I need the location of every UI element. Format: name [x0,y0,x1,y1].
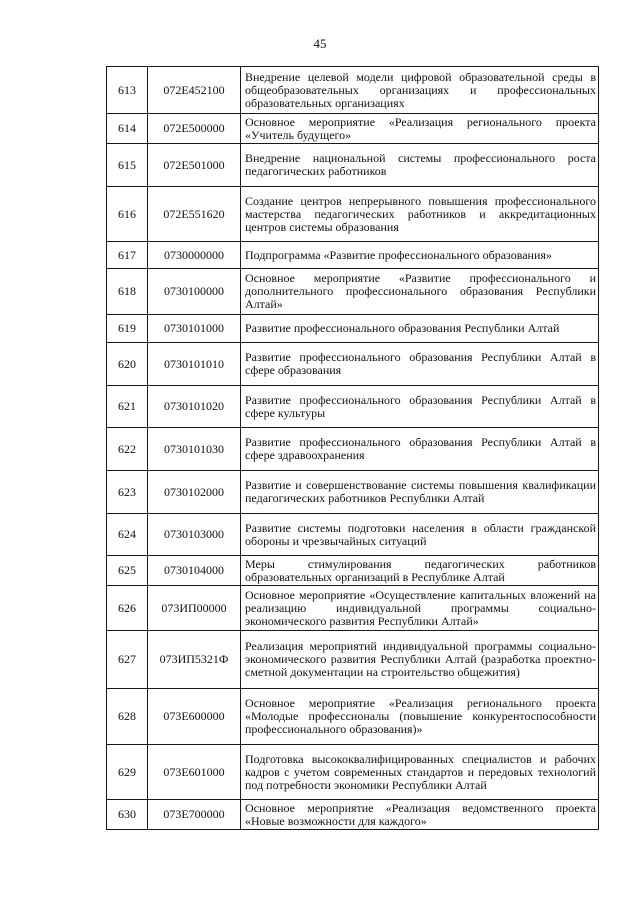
table-row [107,144,599,187]
table-row [107,187,599,242]
row-name: Развитие профессионального образования Республики Алтай в сфере здравоохранения [241,428,599,471]
row-name: Подпрограмма «Развитие профессионального образования» [241,242,599,269]
table-row [107,428,599,471]
row-code: 073ИП5321Ф [148,631,241,689]
row-name: Развитие профессионального образования Республики Алтай в сфере культуры [241,386,599,428]
row-code: 073E601000 [148,745,241,800]
row-number: 617 [107,242,148,269]
table-row [107,343,599,386]
row-name: Меры стимулирования педагогических работников образовательных организаций в Республике Алтай [241,556,599,586]
row-number: 626 [107,586,148,631]
row-number: 630 [107,800,148,830]
row-name: Основное мероприятие «Реализация регионального проекта «Учитель будущего» [241,114,599,144]
row-code: 0730000000 [148,242,241,269]
table-row [107,800,599,830]
row-code: 073E700000 [148,800,241,830]
row-name: Развитие системы подготовки населения в области гражданской обороны и чрезвычайных ситуаций [241,514,599,556]
row-code: 0730101000 [148,315,241,343]
table-row [107,514,599,556]
table-row [107,586,599,631]
row-name: Развитие и совершенствование системы повышения квалификации педагогических работников Республики Алтай [241,471,599,514]
row-number: 613 [107,67,148,114]
row-code: 0730102000 [148,471,241,514]
row-number: 629 [107,745,148,800]
table-row [107,67,599,114]
row-code: 0730100000 [148,269,241,315]
row-code: 073E600000 [148,689,241,745]
row-name: Создание центров непрерывного повышения профессионального мастерства педагогических работников и аккредитационных центров системы образования [241,187,599,242]
row-code: 072E452100 [148,67,241,114]
row-code: 0730103000 [148,514,241,556]
row-number: 624 [107,514,148,556]
row-name: Основное мероприятие «Реализация ведомственного проекта «Новые возможности для каждого» [241,800,599,830]
row-number: 619 [107,315,148,343]
row-code: 0730101020 [148,386,241,428]
row-name: Внедрение национальной системы профессионального роста педагогических работников [241,144,599,187]
row-number: 628 [107,689,148,745]
row-code: 0730101030 [148,428,241,471]
table-row [107,689,599,745]
table-row [107,386,599,428]
row-name: Основное мероприятие «Осуществление капитальных вложений на реализацию индивидуальной программы социально-экономического развития Республики Алтай» [241,586,599,631]
row-name: Основное мероприятие «Развитие профессионального и дополнительного профессионального образования Республики Алтай» [241,269,599,315]
row-code: 0730104000 [148,556,241,586]
row-number: 620 [107,343,148,386]
table-row [107,631,599,689]
row-code: 072E500000 [148,114,241,144]
table-row [107,242,599,269]
table-row [107,315,599,343]
row-number: 618 [107,269,148,315]
row-code: 072E501000 [148,144,241,187]
row-name: Развитие профессионального образования Республики Алтай [241,315,599,343]
table-row [107,114,599,144]
table-row [107,471,599,514]
row-number: 623 [107,471,148,514]
page-number: 45 [313,36,327,51]
row-number: 616 [107,187,148,242]
row-number: 622 [107,428,148,471]
row-number: 621 [107,386,148,428]
row-code: 0730101010 [148,343,241,386]
table-row [107,745,599,800]
table-row [107,269,599,315]
row-name: Внедрение целевой модели цифровой образовательной среды в общеобразовательных организациях и профессиональных образовательных организациях [241,67,599,114]
row-name: Развитие профессионального образования Республики Алтай в сфере образования [241,343,599,386]
row-number: 614 [107,114,148,144]
budget-code-table [106,66,599,830]
row-number: 615 [107,144,148,187]
row-number: 627 [107,631,148,689]
row-number: 625 [107,556,148,586]
table-row [107,556,599,586]
row-name: Основное мероприятие «Реализация регионального проекта «Молодые профессионалы (повышение конкурентоспособности профессионального образования)» [241,689,599,745]
row-code: 073ИП00000 [148,586,241,631]
row-name: Реализация мероприятий индивидуальной программы социально-экономического развития Республики Алтай (разработка проектно-сметной документации на строительство общежития) [241,631,599,689]
row-code: 072E551620 [148,187,241,242]
row-name: Подготовка высококвалифицированных специалистов и рабочих кадров с учетом современных стандартов и передовых технологий под потребности экономики Республики Алтай [241,745,599,800]
